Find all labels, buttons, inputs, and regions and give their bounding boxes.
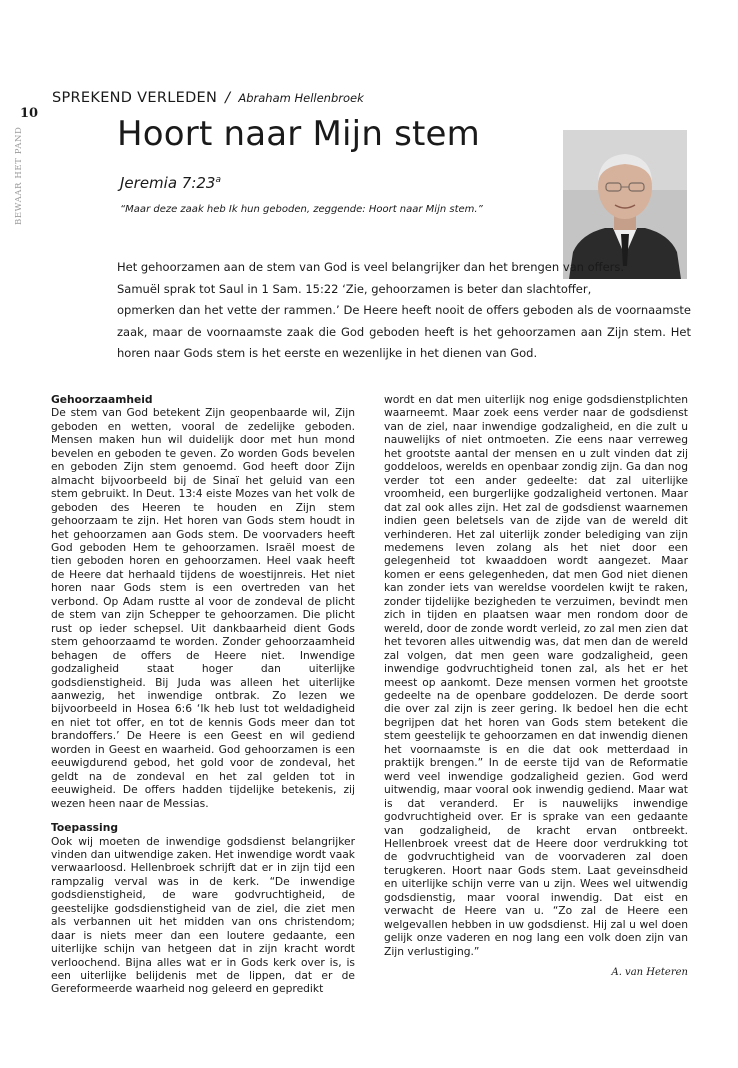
section-author: Abraham Hellenbroek [238, 91, 364, 105]
side-label: BEWAAR HET PAND [14, 126, 24, 225]
scripture-reference-superscript: a [215, 175, 221, 185]
section-separator: / [225, 90, 231, 106]
article-title: Hoort naar Mijn stem [117, 114, 480, 154]
scripture-reference [120, 174, 221, 192]
paragraph-gehoorzaamheid: De stem van God betekent Zijn geopenbaarde wil, Zijn geboden en wetten, vooral de zedelijke geboden. Mensen maken hun wil duidelijk door met hun mond bevelen en geboden te geven. Zo worden Gods bevelen en geboden Zijn stem genoemd. God heeft door Zijn almacht bijvoorbeeld bij de Sinaï het geluid van een stem gebruikt. In Deut. 13:4 eiste Mozes van het volk de geboden des Heeren te houden en Zijn stem gehoorzaam te zijn. Het horen van Gods stem houdt in het gehoorzamen aan Gods stem. De voorvaders heeft God geboden Hem te gehoorzamen. Israël moest de tien geboden horen en gehoorzamen. Heel vaak heeft de Heere dat herhaald tijdens de woestijnreis. Het niet horen naar Gods stem is een overtreden van het verbond. Op Adam rustte al voor de zondeval de plicht de stem van zijn Schepper te gehoorzamen. Die plicht rust op ieder schepsel. Uit dankbaarheid dient Gods stem gehoorzaamd te worden. Zonder gehoorzaamheid behagen de offers de Heere niet. Inwendige godzaligheid staat hoger dan uiterlijke godsdienstigheid. Bij Juda was alleen het uiterlijke aanwezig, het inwendige ontbrak. Zo lezen we bijvoorbeeld in Hosea 6:6 ‘Ik heb lust tot weldadigheid en niet tot offer, en tot de kennis Gods meer dan tot brandoffers.’ De Heere is een Geest en wil gediend worden in Geest en waarheid. God gehoorzamen is een eeuwigdurend gebod, het gold voor de zondeval, het geldt na de zondeval en het zal gelden tot in eeuwigheid. De offers hadden tijdelijke betekenis, zij wezen heen naar de Messias. [51, 406, 355, 810]
left-column [51, 393, 355, 996]
section-title: SPREKEND VERLEDEN [52, 90, 218, 106]
paragraph-toepassing: Ook wij moeten de inwendige godsdienst belangrijker vinden dan uitwendige zaken. Het inwendige wordt vaak verwaarloosd. Hellenbroek schrijft dat er in zijn tijd een rampzalig verval was in de kerk. “De inwendige godsdienstigheid, de ware godvruchtigheid, de geestelijke godsdienstigheid van de ziel, die ziet men als verbannen uit het midden van ons christendom; daar is niets meer dan een loutere gedaante, een uiterlijke schijn van hetgeen dat in zijn kracht wordt verloochend. Bijna alles wat er in Gods kerk over is, is een uiterlijke belijdenis met de lippen, dat er de Gereformeerde waarheid nog geleerd en gepredikt [51, 834, 355, 996]
right-column [384, 393, 688, 979]
paragraph-continued: wordt en dat men uiterlijk nog enige godsdienstplichten waarneemt. Maar zoek eens verder naar de godsdienst van de ziel, naar inwendige godzaligheid, en die zult u nauwelijks of niet ontmoeten. Zie eens naar verreweg het grootste aantal der mensen en u zult vinden dat zij goddeloos, werelds en openbaar zondig zijn. Ga dan nog verder tot een ander gedeelte: dat zal uiterlijke vroomheid, een burgerlijke godzaligheid vertonen. Maar dat zal ook alles zijn. Het zal de godsdienst waarnemen indien geen beletsels van de zijde van de wereld dit verhinderen. Het zal uiterlijk zonder belediging van zijn medemens leven zolang als het niet door een gelegenheid tot kwaaddoen wordt aangezet. Maar komen er eens gelegenheden, dat men God niet dienen kan zonder iets van wereldse voordelen kwijt te raken, zonder tijdelijke bezigheden te verzuimen, bevindt men zich in tijden en plaatsen waar men rondom door de wereld, door de zonde wordt verleid, zo zal men zien dat het tevoren alles uitwendig was, dat men dan de wereld zal volgen, dat men geen ware godzaligheid, geen inwendige godvruchtigheid tonen zal, als het er het meest op aankomt. Deze mensen vormen het grootste gedeelte na de openbare goddelozen. De derde soort die over zal zijn is zeer gering. Ik bedoel hen die echt begrijpen dat het horen van Gods stem betekent die stem geestelijk te gehoorzamen en dat inwendig dienen het voornaamste is en die dat ook metterdaad in praktijk brengen.” In de eerste tijd van de Reformatie werd veel inwendige godzaligheid gezien. God werd uitwendig, maar vooral ook inwendig gediend. Maar wat is dat veranderd. Er is nauwelijks inwendige godvruchtigheid over. Er is sprake van een gedaante van godzaligheid, de kracht ervan ontbreekt. Hellenbroek vreest dat de Heere door verdrukking tot de godvruchtigheid van de voorvaderen zal doen terugkeren. Hoort naar Gods stem. Laat geveinsdheid en uiterlijke schijn verre van u zijn. Wees wel uitwendig godsdienstig, maar vooral inwendig. Dat eist en verwacht de Heere van u. “Zo zal de Heere een welgevallen hebben in uw godsdienst. Hij zal u wel doen gelijk onze vaderen en nog lang een volk doen zijn van Zijn verlustiging.” [384, 393, 689, 958]
heading-gehoorzaamheid: Gehoorzaamheid [51, 393, 153, 406]
intro-line-2: Samuël sprak tot Saul in 1 Sam. 15:22 ‘Zie, gehoorzamen is beter dan slachtoffer, [117, 281, 592, 296]
intro-paragraph: opmerken dan het vette der rammen.’ De Heere heeft nooit de offers geboden als de voornaamste zaak, maar de voornaamste zaak die God geboden heeft is het gehoorzamen aan Zijn stem. Het horen naar Gods stem is het eerste en wezenlijke in het dienen van God. [117, 303, 691, 360]
scripture-reference-text: Jeremia 7:23 [120, 174, 216, 192]
scripture-quote: “Maar deze zaak heb Ik hun geboden, zeggende: Hoort naar Mijn stem.” [120, 204, 483, 215]
page-number: 10 [20, 106, 39, 121]
article-intro [117, 257, 691, 365]
section-header [52, 90, 364, 106]
intro-line-1: Het gehoorzamen aan de stem van God is veel belangrijker dan het brengen van offers. [117, 260, 625, 274]
heading-toepassing: Toepassing [51, 821, 118, 835]
author-signature: A. van Heteren [611, 967, 688, 979]
